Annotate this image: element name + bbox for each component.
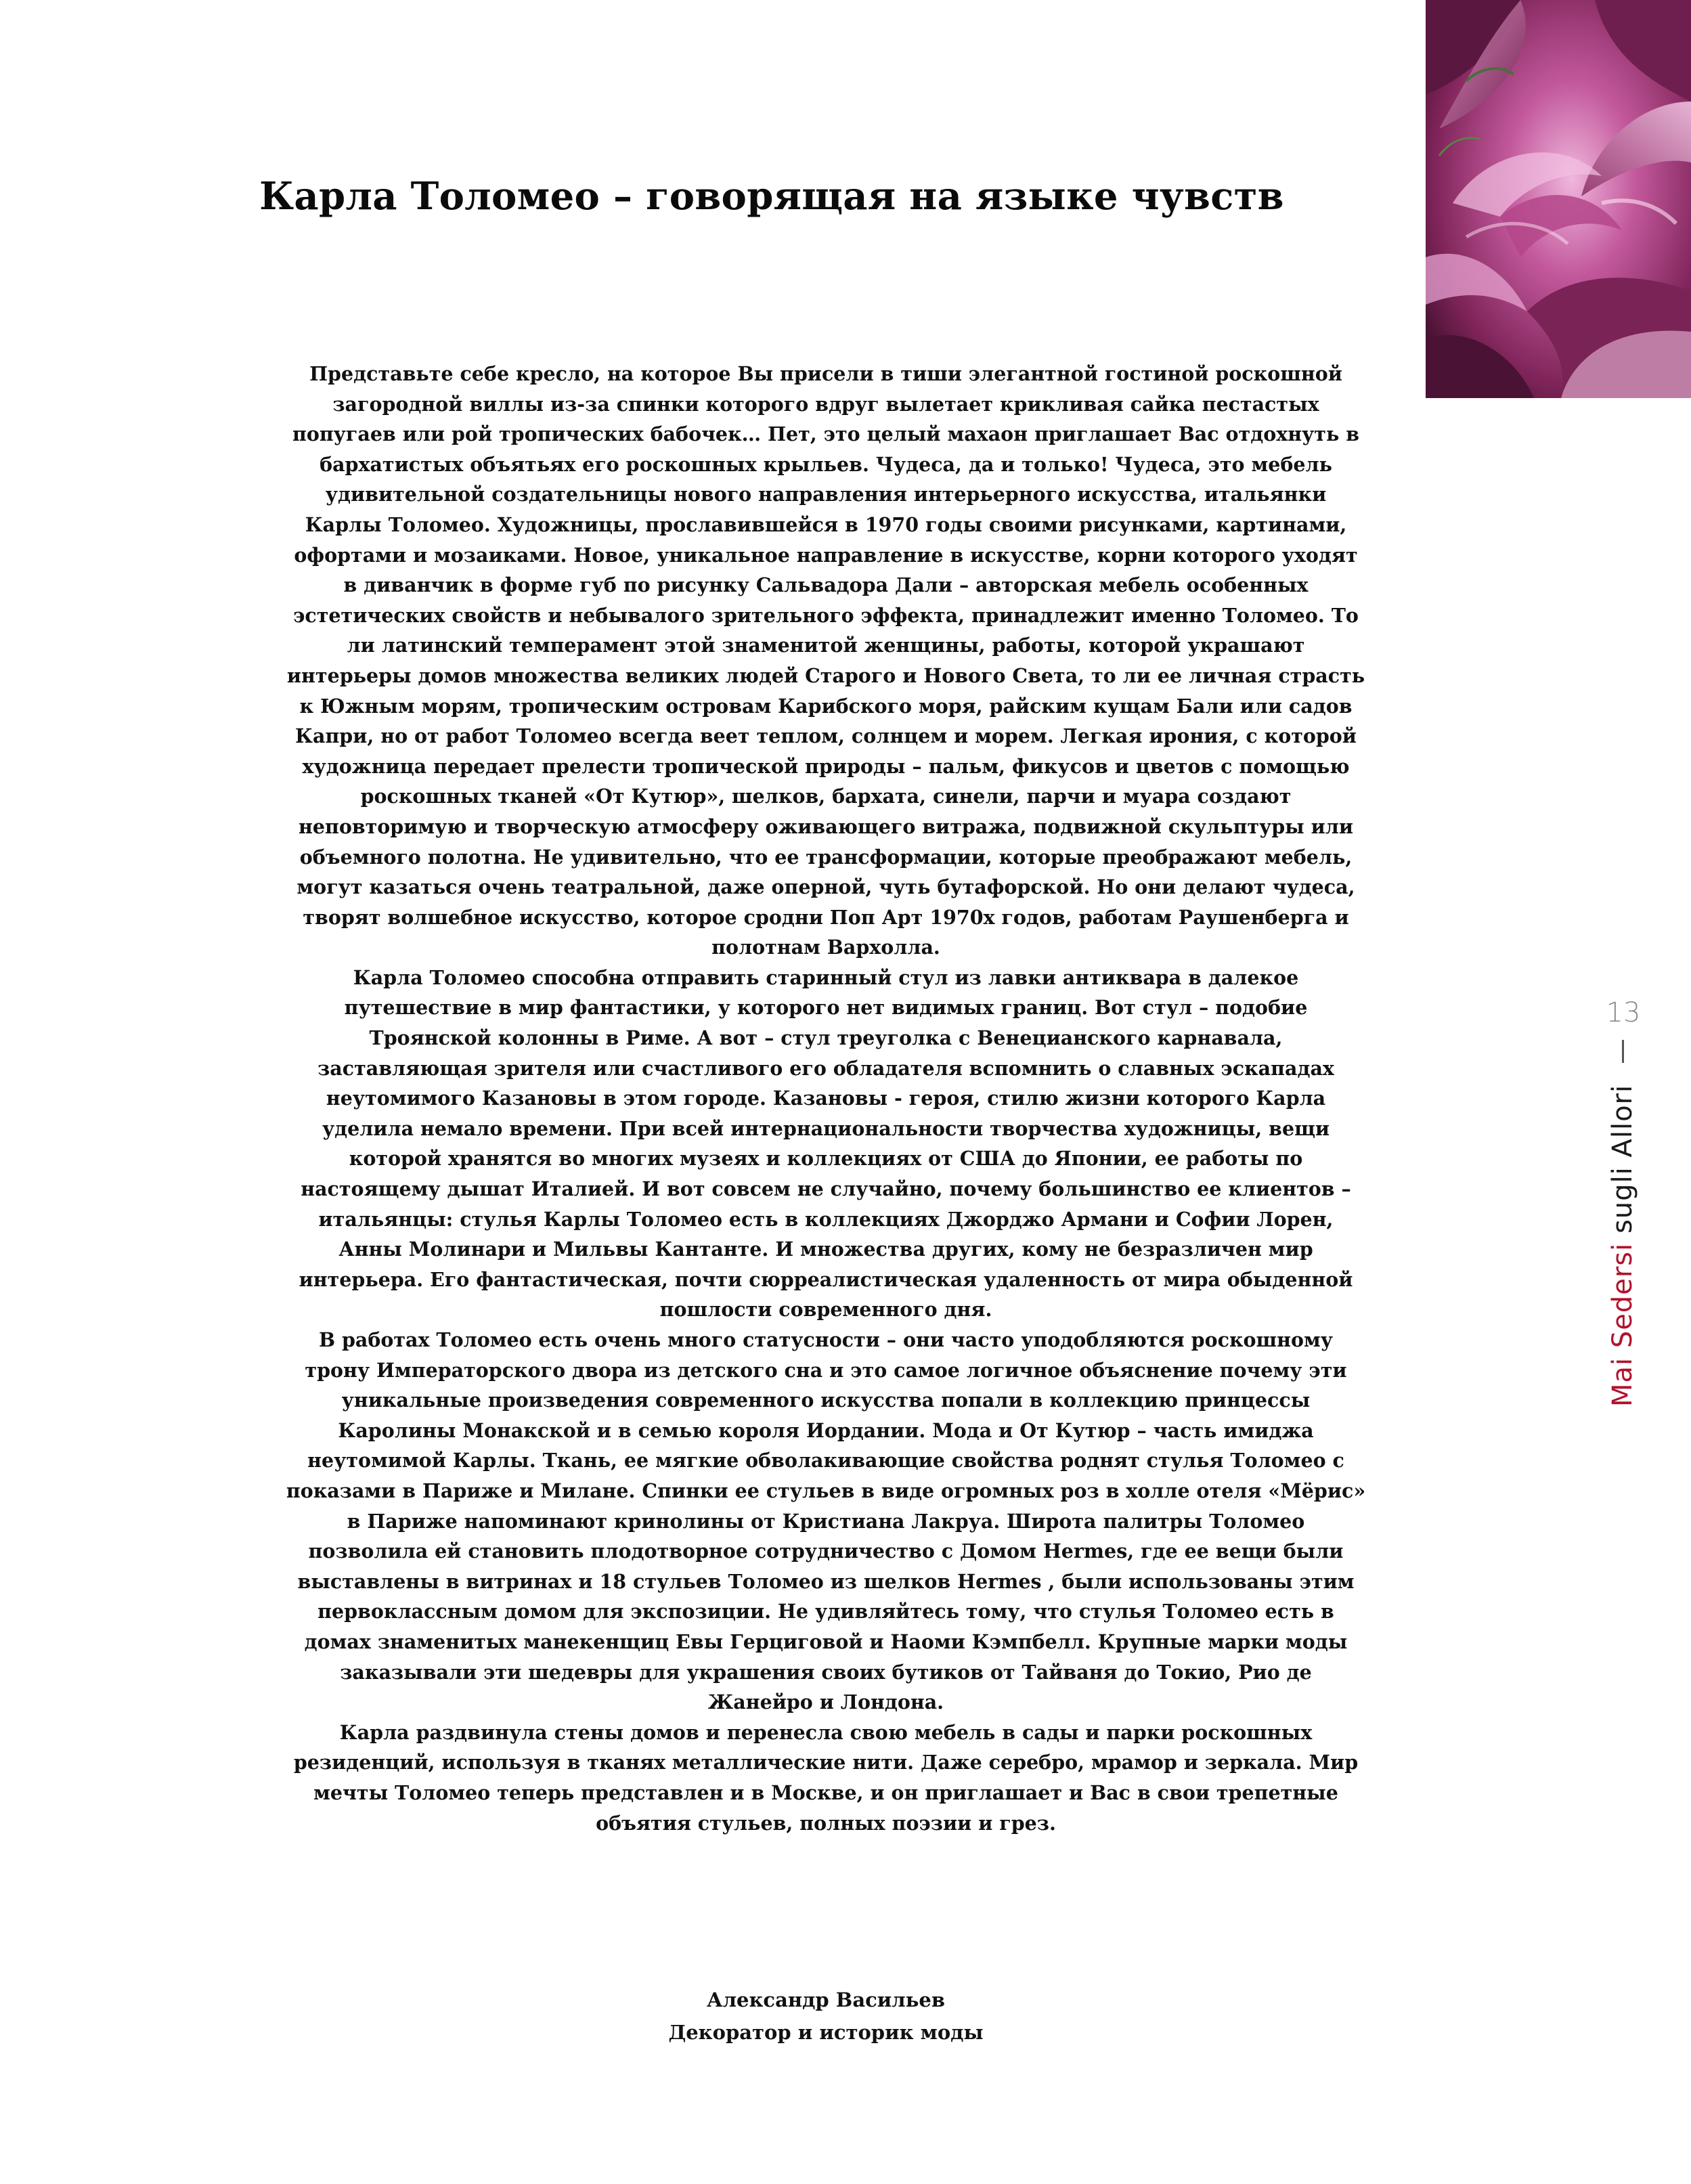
author-role: Декоратор и историк моды <box>668 2021 984 2044</box>
article-body <box>284 359 1367 1838</box>
article-title: Карла Толомео – говорящая на языке чувств <box>259 174 1284 219</box>
header-divider <box>1622 1040 1624 1063</box>
author-name: Александр Васильев <box>706 1988 946 2011</box>
running-head-subtitle: sugli Allori <box>1607 1084 1638 1234</box>
article-paragraph: Представьте себе кресло, на которое Вы присели в тиши элегантной гостиной роскошной загородной виллы из-за спинки которого вдруг вылетает крикливая сайка пестастых попугаев или рой тропических бабочек… Пет, это целый махаон приглашает Вас отдохнуть в бархатистых объятьях его роскошных крыльев. Чудеса, да и только! Чудеса, это мебель удивительной создательницы нового направления интерьерного искусства, итальянки Карлы Толомео. Художницы, прославившейся в 1970 годы своими рисунками, картинами, офортами и мозаиками. Новое, уникальное направление в искусстве, корни которого уходят в диванчик в форме губ по рисунку Сальвадора Дали – авторская мебель особенных эстетических свойств и небывалого зрительного эффекта, принадлежит именно Толомео. То ли латинский темперамент этой знаменитой женщины, работы, которой украшают интерьеры домов множества великих людей Старого и Нового Света, то ли ее личная страсть к Южным морям, тропическим островам Карибского моря, райским кущам Бали или садов Капри, но от работ Толомео всегда веет теплом, солнцем и морем. Легкая ирония, с которой художница передает прелести тропической природы – пальм, фикусов и цветов с помощью роскошных тканей «От Кутюр», шелков, бархата, синели, парчи и муара создают неповторимую и творческую атмосферу оживающего витража, подвижной скульптуры или объемного полотна. Не удивительно, что ее трансформации, которые преображают мебель, могут казаться очень театральной, даже оперной, чуть бутафорской. Но они делают чудеса, творят волшебное искусство, которое сродни Поп Арт 1970х годов, работам Раушенберга и полотнам Вархолла. <box>286 362 1365 959</box>
rose-image <box>1426 0 1691 398</box>
article-paragraph: Карла раздвинула стены домов и перенесла свою мебель в сады и парки роскошных резиденций, используя в тканях металлические нити. Даже серебро, мрамор и зеркала. Мир мечты Толомео теперь представлен и в Москве, и он приглашает и Вас в свои трепетные объятия стульев, полных поэзии и грез. <box>293 1720 1359 1835</box>
rose-photo <box>1426 0 1691 398</box>
running-head <box>1604 1068 1641 1407</box>
article-paragraph: Карла Толомео способна отправить старинный стул из лавки антиквара в далекое путешествие в мир фантастики, у которого нет видимых границ. Вот стул – подобие Троянской колонны в Риме. А вот – стул треуголка с Венецианского карнавала, заставляющая зрителя или счастливого его обладателя вспомнить о славных эскападах неутомимого Казановы в этом городе. Казановы - героя, стилю жизни которого Карла уделила немало времени. При всей интернациональности творчества художницы, вещи которой хранятся во многих музеях и коллекциях от США до Японии, ее работы по настоящему дышат Италией. И вот совсем не случайно, почему большинство ее клиентов – итальянцы: стулья Карлы Толомео есть в коллекциях Джорджо Армани и Софии Лорен, Анны Молинари и Мильвы Кантанте. И множества других, кому не безразличен мир интерьера. Его фантастическая, почти сюрреалистическая удаленность от мира обыденной пошлости современного дня. <box>299 965 1353 1322</box>
article-signature <box>406 1984 1246 2049</box>
running-head-title: Mai Sedersi <box>1607 1233 1638 1407</box>
article-paragraph: В работах Толомео есть очень много статусности – они часто уподобляются роскошному трону Императорского двора из детского сна и это самое логичное объяснение почему эти уникальные произведения современного искусства попали в коллекцию принцессы Каролины Монакской и в семью короля Иордании. Мода и От Кутюр – часть имиджа неутомимой Карлы. Ткань, ее мягкие обволакивающие свойства роднят стулья Толомео с показами в Париже и Милане. Спинки ее стульев в виде огромных роз в холле отеля «Мёрис» в Париже напоминают кринолины от Кристиана Лакруа. Широта палитры Толомео позволила ей становить плодотворное сотрудничество с Домом Hermes, где ее вещи были выставлены в витринах и 18 стульев Толомео из шелков Hermes , были использованы этим первоклассным домом для экспозиции. Не удивляйтесь тому, что стулья Толомео есть в домах знаменитых манекенщиц Евы Герциговой и Наоми Кэмпбелл. Крупные марки моды заказывали эти шедевры для украшения своих бутиков от Тайваня до Токио, Рио де Жанейро и Лондона. <box>286 1328 1366 1714</box>
page-number: 13 <box>1606 997 1641 1028</box>
